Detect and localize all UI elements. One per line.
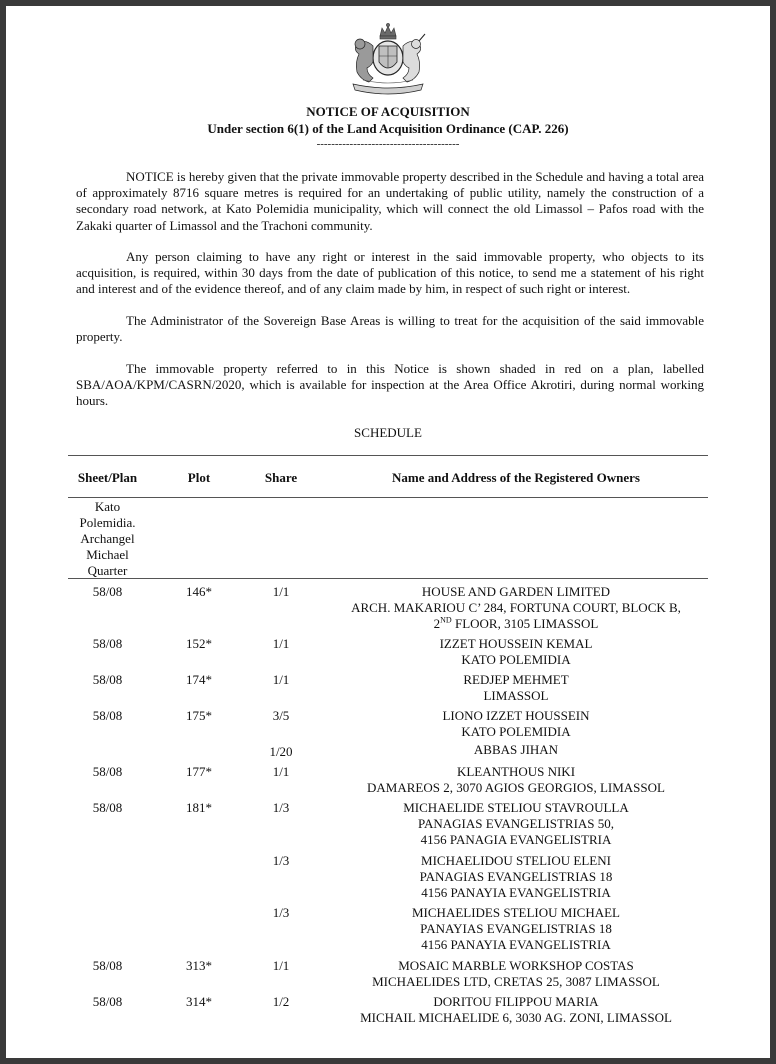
owner-line: MICHAIL MICHAELIDE 6, 3030 AG. ZONI, LIMASSOL — [360, 1010, 672, 1025]
cell-owners — [330, 708, 702, 740]
cell-plot: 152* — [186, 636, 212, 651]
paragraph-plan: The immovable property referred to in this Notice is shown shaded in red on a plan, labelled SBA/AOA/KPM/CASRN/2020, which is available for inspection at the Area Office Akrotiri, during normal working hours. — [76, 361, 704, 409]
cell-share: 1/1 — [272, 672, 290, 687]
royal-coat-of-arms-icon — [343, 22, 433, 98]
cell-owners — [330, 905, 702, 953]
paragraph-notice: NOTICE is hereby given that the private immovable property described in the Schedule and having a total area of approximately 8716 square metres is required for an undertaking of public utility, namely the construction of a secondary road network, at Kato Polemidia municipality, which will connect the old Limassol – Pafos road with the Zakaki quarter of Limassol and the Trachoni community. — [76, 169, 704, 233]
notice-subtitle: Under section 6(1) of the Land Acquisition Ordinance (CAP. 226) — [207, 121, 569, 136]
owner-line: 4156 PANAGIA EVANGELISTRIA — [420, 832, 612, 847]
cell-owners — [330, 994, 702, 1026]
owner-line: PANAGIAS EVANGELISTRIAS 18 — [419, 869, 613, 884]
title-underline: --------------------------------------- — [316, 138, 460, 150]
floor-address: FLOOR, 3105 LIMASSOL — [451, 616, 599, 631]
cell-sheet: 58/08 — [92, 800, 123, 815]
owner-line: KLEANTHOUS NIKI — [456, 764, 576, 779]
cell-sheet: 58/08 — [92, 994, 123, 1009]
table-location-rule — [68, 578, 708, 579]
cell-owners — [330, 672, 702, 704]
owner-line: MOSAIC MARBLE WORKSHOP COSTAS — [398, 958, 634, 973]
cell-share: 1/3 — [272, 905, 290, 920]
owner-line: MICHAELIDES STELIOU MICHAEL — [412, 905, 620, 920]
location-line: Polemidia. — [79, 515, 136, 530]
cell-share: 1/1 — [272, 584, 290, 599]
owner-line: MICHAELIDES LTD, CRETAS 25, 3087 LIMASSOL — [372, 974, 660, 989]
cell-plot: 181* — [186, 800, 212, 815]
cell-sheet: 58/08 — [92, 958, 123, 973]
floor-number: 2 — [433, 616, 441, 631]
owner-line: DORITOU FILIPPOU MARIA — [433, 994, 599, 1009]
cell-plot: 175* — [186, 708, 212, 723]
location-label — [70, 499, 145, 579]
cell-owners — [330, 800, 702, 848]
paragraph-objections: Any person claiming to have any right or interest in the said immovable property, who objects to its acquisition, is required, within 30 days from the date of publication of this notice, to send me a statement of his right and interest and of the evidence thereof, and of any claim made by him, in respect of such right or interest. — [76, 249, 704, 297]
location-line: Quarter — [87, 563, 128, 578]
owner-line: IZZET HOUSSEIN KEMAL — [439, 636, 593, 651]
owner-line: LIMASSOL — [483, 688, 549, 703]
paragraph-administrator: The Administrator of the Sovereign Base Areas is willing to treat for the acquisition of the said immovable property. — [76, 313, 704, 345]
cell-owners — [330, 958, 702, 990]
cell-plot: 174* — [186, 672, 212, 687]
owner-line: 4156 PANAYIA EVANGELISTRIA — [421, 885, 611, 900]
cell-owners — [330, 584, 702, 632]
header-share: Share — [264, 470, 298, 485]
cell-owners — [330, 742, 702, 758]
cell-share: 3/5 — [272, 708, 290, 723]
notice-title: NOTICE OF ACQUISITION — [306, 104, 470, 119]
owner-line — [330, 616, 702, 632]
header-plot: Plot — [187, 470, 211, 485]
cell-owners — [330, 764, 702, 796]
cell-share: 1/1 — [272, 636, 290, 651]
owner-line: MICHAELIDOU STELIOU ELENI — [421, 853, 611, 868]
owner-line: ABBAS JIHAN — [473, 742, 559, 757]
cell-share: 1/1 — [272, 958, 290, 973]
header-owners: Name and Address of the Registered Owners — [392, 470, 640, 485]
cell-share: 1/20 — [269, 744, 293, 759]
owner-line: PANAGIAS EVANGELISTRIAS 50, — [417, 816, 615, 831]
location-line: Michael — [86, 547, 129, 562]
owner-line: LIONO IZZET HOUSSEIN — [442, 708, 590, 723]
cell-plot: 313* — [186, 958, 212, 973]
schedule-heading: SCHEDULE — [354, 425, 422, 440]
cell-share: 1/3 — [272, 853, 290, 868]
cell-sheet: 58/08 — [92, 708, 123, 723]
cell-share: 1/1 — [272, 764, 290, 779]
cell-plot: 146* — [186, 584, 212, 599]
location-line: Kato — [94, 499, 121, 514]
header-sheet-plan: Sheet/Plan — [77, 470, 138, 485]
cell-owners — [330, 636, 702, 668]
cell-plot: 314* — [186, 994, 212, 1009]
cell-sheet: 58/08 — [92, 672, 123, 687]
owner-line: PANAYIAS EVANGELISTRIAS 18 — [420, 921, 612, 936]
owner-line: KATO POLEMIDIA — [461, 724, 571, 739]
floor-ordinal: ND — [440, 615, 452, 625]
cell-sheet: 58/08 — [92, 764, 123, 779]
owner-line: ARCH. MAKARIOU C’ 284, FORTUNA COURT, BLOCK B, — [351, 600, 681, 615]
owner-line: MICHAELIDE STELIOU STAVROULLA — [403, 800, 629, 815]
owner-line: 4156 PANAYIA EVANGELISTRIA — [421, 937, 611, 952]
cell-share: 1/2 — [272, 994, 290, 1009]
owner-line: KATO POLEMIDIA — [461, 652, 571, 667]
owner-line: HOUSE AND GARDEN LIMITED — [421, 584, 611, 599]
cell-owners — [330, 853, 702, 901]
location-line: Archangel — [80, 531, 135, 546]
cell-plot: 177* — [186, 764, 212, 779]
table-header-rule — [68, 497, 708, 498]
table-top-rule — [68, 455, 708, 456]
cell-sheet: 58/08 — [92, 584, 123, 599]
owner-line: REDJEP MEHMET — [463, 672, 569, 687]
owner-line: DAMAREOS 2, 3070 AGIOS GEORGIOS, LIMASSOL — [367, 780, 665, 795]
cell-sheet: 58/08 — [92, 636, 123, 651]
cell-share: 1/3 — [272, 800, 290, 815]
